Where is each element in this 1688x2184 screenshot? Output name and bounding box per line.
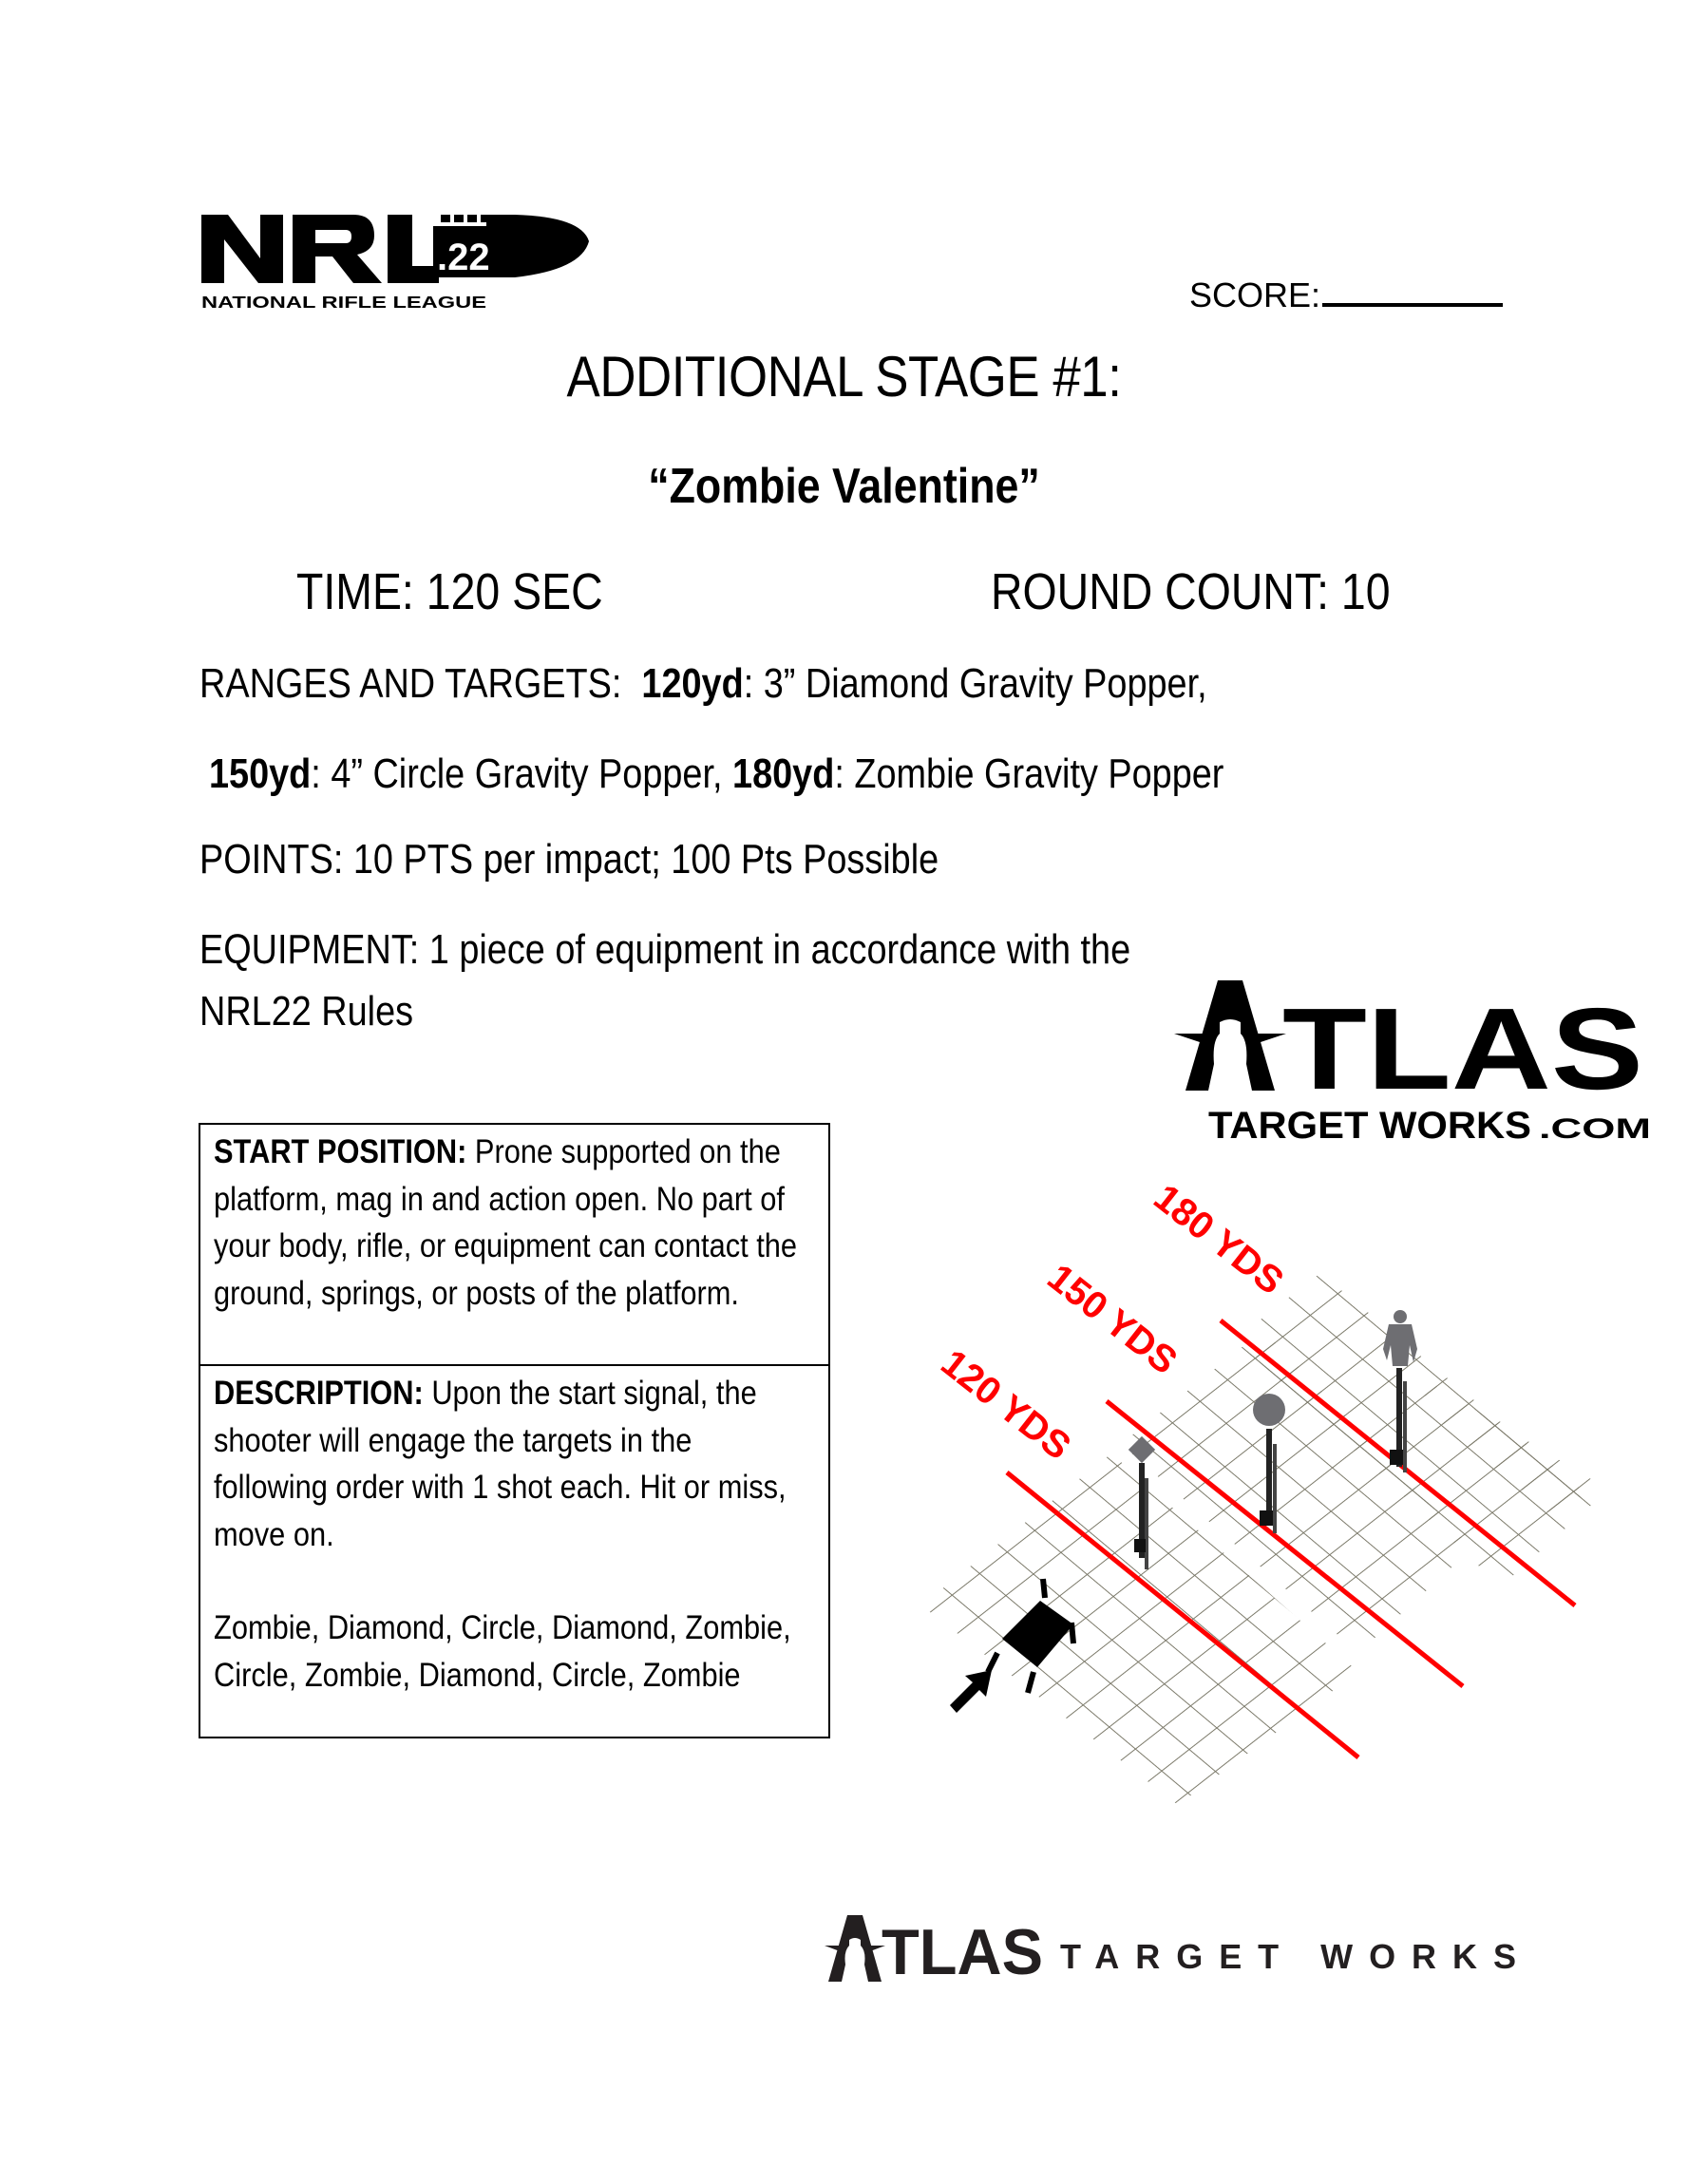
range-180: 180yd xyxy=(732,750,835,797)
score-blank-line xyxy=(1322,276,1503,307)
equipment-rule-line-2: NRL22 Rules xyxy=(199,988,414,1035)
atlas-domain-suffix: .COM xyxy=(1539,1113,1651,1145)
nrl-caliber-text: .22 xyxy=(437,237,490,278)
stage-title: ADDITIONAL STAGE #1: xyxy=(566,345,1122,408)
ranges-label: RANGES AND TARGETS: xyxy=(199,660,622,707)
ranges-and-targets-line-2 xyxy=(209,750,1223,798)
description-cell xyxy=(200,1366,828,1699)
score-label: SCORE: xyxy=(1189,275,1321,314)
atlas-target-works-banner xyxy=(825,1909,1641,1985)
score-field xyxy=(1189,275,1503,315)
range-label-180: 180 YDS xyxy=(1146,1176,1292,1303)
nrl22-logo xyxy=(201,196,591,312)
atlas-target-works-logo xyxy=(1170,975,1655,1146)
atlas-brand-text: TLAS xyxy=(1282,984,1643,1113)
range-150: 150yd xyxy=(209,750,312,797)
atlas-subtitle-text: TARGET WORKS xyxy=(1208,1105,1531,1146)
nrl-tagline: NATIONAL RIFLE LEAGUE xyxy=(201,293,486,312)
range-120: 120yd xyxy=(641,660,744,707)
atlas-a-silhouette-icon xyxy=(825,1915,885,1982)
target-150: : 4” Circle Gravity Popper, xyxy=(311,750,733,797)
description-label: DESCRIPTION: xyxy=(214,1375,424,1412)
target-180: : Zombie Gravity Popper xyxy=(834,750,1224,797)
stage-info-box xyxy=(199,1123,830,1738)
target-sequence: Zombie, Diamond, Circle, Diamond, Zombie, Circle, Zombie, Diamond, Circle, Zombie xyxy=(214,1609,791,1694)
start-position-cell xyxy=(200,1125,828,1366)
atlas-a-silhouette-icon xyxy=(1174,980,1286,1091)
target-120: : 3” Diamond Gravity Popper, xyxy=(743,660,1207,707)
direction-arrow-icon xyxy=(950,1670,992,1713)
atlas-bottom-subtitle-text: TARGET WORKS xyxy=(1060,1937,1516,1976)
atlas-bottom-brand-text: TLAS xyxy=(882,1916,1043,1985)
time-limit: TIME: 120 SEC xyxy=(296,563,603,620)
range-diagram xyxy=(912,1159,1596,1805)
range-label-150: 150 YDS xyxy=(1039,1256,1185,1383)
start-position-label: START POSITION: xyxy=(214,1133,467,1170)
description-text: Upon the start signal, the shooter will engage the targets in the following order with 1 shot each. Hit or miss, move on. xyxy=(214,1375,787,1553)
stage-name: “Zombie Valentine” xyxy=(648,459,1040,514)
start-position-text: Prone supported on the platform, mag in and action open. No part of your body, rifle, or equipment can contact the ground, springs, or posts of the platform. xyxy=(214,1133,798,1312)
round-count: ROUND COUNT: 10 xyxy=(991,563,1391,620)
range-label-120: 120 YDS xyxy=(933,1341,1079,1469)
points-rule: POINTS: 10 PTS per impact; 100 Pts Possible xyxy=(199,836,939,883)
equipment-rule-line-1: EQUIPMENT: 1 piece of equipment in accordance with the xyxy=(199,926,1131,973)
ranges-and-targets-line-1 xyxy=(199,660,1207,708)
